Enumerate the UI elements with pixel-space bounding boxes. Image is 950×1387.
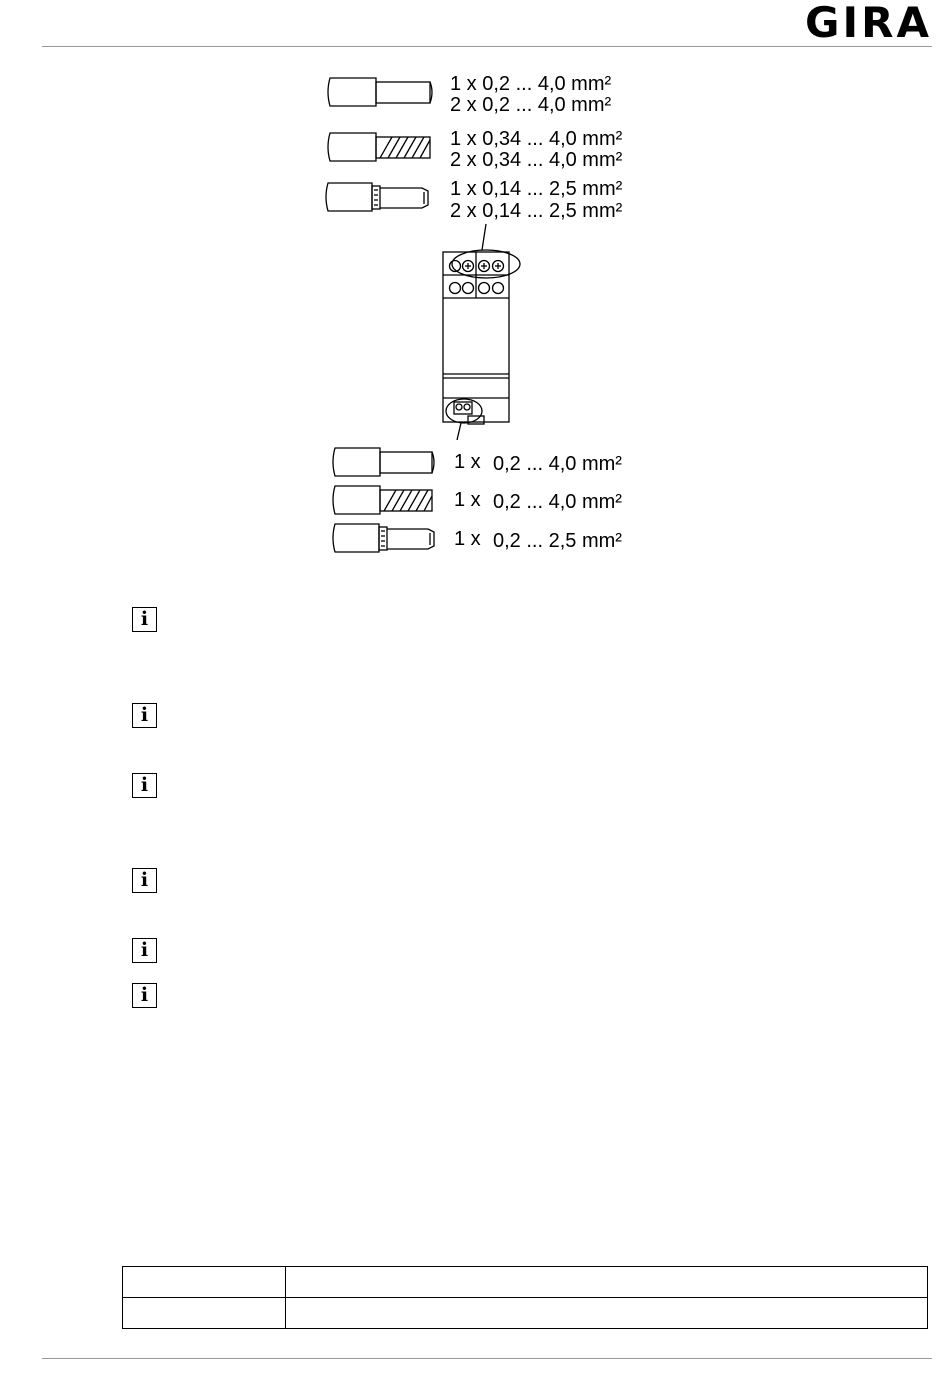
top-spec-1-line2: 2 x 0,2 ... 4,0 mm²	[450, 94, 612, 116]
table-row	[123, 1267, 928, 1298]
bottom-spec-3-count: 1 x	[454, 528, 481, 550]
ferrule-wire-icon-bottom	[333, 524, 434, 552]
table-cell	[123, 1298, 286, 1329]
footer-rule	[42, 1358, 932, 1359]
table-row	[123, 1298, 928, 1329]
info-icon: i	[132, 607, 157, 632]
top-spec-2-line1: 1 x 0,34 ... 4,0 mm²	[450, 128, 623, 150]
stranded-wire-icon-top	[328, 133, 430, 161]
wire-connection-diagram	[0, 0, 950, 600]
top-spec-3-line2: 2 x 0,14 ... 2,5 mm²	[450, 200, 623, 222]
solid-wire-icon-top	[328, 78, 432, 106]
bottom-spec-3-range: 0,2 ... 2,5 mm²	[493, 530, 622, 552]
top-spec-1-line1: 1 x 0,2 ... 4,0 mm²	[450, 73, 612, 95]
info-icon: i	[132, 868, 157, 893]
table-cell	[286, 1298, 928, 1329]
footer-table	[122, 1266, 928, 1329]
solid-wire-icon-bottom	[333, 448, 434, 476]
bottom-spec-2-range: 0,2 ... 4,0 mm²	[493, 491, 622, 513]
ferrule-wire-icon-top	[326, 183, 428, 211]
din-rail-device	[443, 252, 509, 424]
table-cell	[286, 1267, 928, 1298]
stranded-wire-icon-bottom	[333, 486, 432, 514]
info-icon: i	[132, 983, 157, 1008]
gira-logo: GIRA	[805, 0, 932, 47]
info-icon: i	[132, 938, 157, 963]
top-spec-3-line1: 1 x 0,14 ... 2,5 mm²	[450, 178, 623, 200]
bottom-spec-1-count: 1 x	[454, 451, 481, 473]
bottom-spec-2-count: 1 x	[454, 489, 481, 511]
info-icon: i	[132, 773, 157, 798]
info-icon: i	[132, 703, 157, 728]
top-spec-2-line2: 2 x 0,34 ... 4,0 mm²	[450, 149, 623, 171]
bottom-spec-1-range: 0,2 ... 4,0 mm²	[493, 453, 622, 475]
table-cell	[123, 1267, 286, 1298]
